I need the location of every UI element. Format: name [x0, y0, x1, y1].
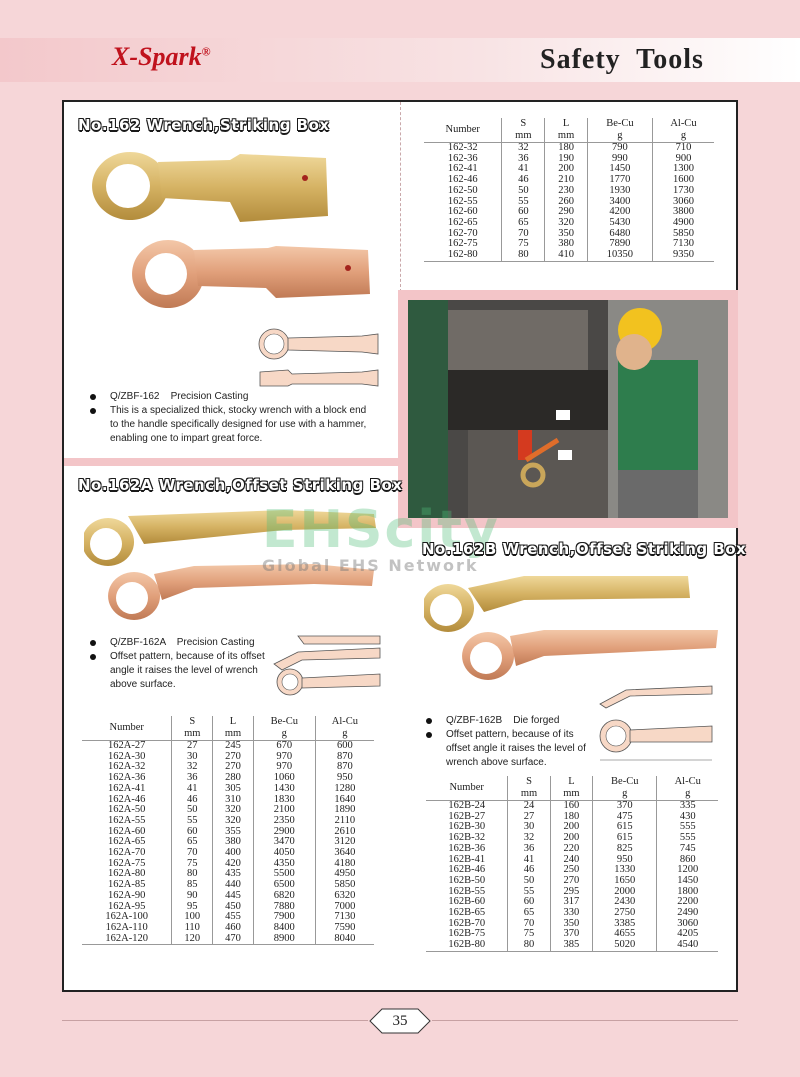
table-cell: 36 [508, 844, 550, 855]
column-header: Be-Cu g [593, 776, 657, 801]
table-cell: 5020 [593, 940, 657, 951]
table-row [426, 844, 718, 855]
table-cell: 6500 [253, 880, 315, 891]
desc-162B [424, 714, 594, 770]
table-cell: 1890 [315, 805, 374, 816]
table-cell: 50 [502, 186, 545, 197]
table-cell: 200 [550, 833, 592, 844]
bullet-dot-icon [90, 394, 96, 400]
table-cell: 1280 [315, 784, 374, 795]
table-cell: 162A-60 [108, 825, 146, 837]
table-cell: 162A-100 [105, 911, 148, 923]
desc-162A [88, 636, 270, 692]
column-header: L mm [545, 118, 588, 143]
table-cell: 1300 [652, 164, 714, 175]
table-cell: 3385 [593, 919, 657, 930]
table-cell: 950 [315, 773, 374, 784]
table-cell: 162B-60 [448, 896, 486, 908]
table-cell: 260 [545, 197, 588, 208]
column-header: S mm [508, 776, 550, 801]
table-cell: 310 [213, 795, 254, 806]
table-cell: 1060 [253, 773, 315, 784]
table-cell: 46 [508, 865, 550, 876]
table-cell: 36 [172, 773, 213, 784]
table-cell: 2100 [253, 805, 315, 816]
table-row [82, 891, 374, 902]
table-cell: 1200 [657, 865, 718, 876]
table-cell: 162B-50 [448, 874, 486, 886]
table-cell: 430 [657, 812, 718, 823]
table-cell: 162B-70 [448, 917, 486, 929]
table-cell: 455 [213, 912, 254, 923]
wrench-162-drawing [252, 326, 382, 396]
table-cell: 162A-120 [82, 934, 172, 945]
column-header: S mm [502, 118, 545, 143]
column-header: Be-Cu g [253, 716, 315, 741]
table-cell: 36 [502, 154, 545, 165]
table-cell: 615 [593, 822, 657, 833]
table-cell: 385 [550, 940, 592, 951]
bullet-dot-icon [426, 718, 432, 724]
table-cell: 162-46 [447, 174, 478, 186]
table-cell: 555 [657, 833, 718, 844]
table-cell: 4180 [315, 859, 374, 870]
table-cell: 162B-36 [448, 842, 486, 854]
table-cell: 60 [502, 207, 545, 218]
table-cell: 2750 [593, 908, 657, 919]
table-cell: 970 [253, 762, 315, 773]
table-cell: 8900 [253, 934, 315, 945]
table-cell: 1450 [657, 876, 718, 887]
table-cell: 85 [172, 880, 213, 891]
table-cell: 32 [508, 833, 550, 844]
table-cell: 860 [657, 855, 718, 866]
bullet-dot-icon [90, 640, 96, 646]
bullet-dot-icon [90, 654, 96, 660]
table-cell: 30 [508, 822, 550, 833]
table-cell: 32 [172, 762, 213, 773]
table-cell: 900 [652, 154, 714, 165]
table-cell: 320 [545, 218, 588, 229]
table-cell: 110 [172, 923, 213, 934]
section-title: Safety Tools [540, 44, 704, 75]
table-cell: 2350 [253, 816, 315, 827]
table-cell: 162A-90 [108, 889, 146, 901]
table-cell: 162A-46 [108, 793, 146, 805]
table-cell: 2110 [315, 816, 374, 827]
table-cell: 162A-80 [108, 868, 146, 880]
table-cell: 75 [172, 859, 213, 870]
table-cell: 555 [657, 822, 718, 833]
watermark-subtitle: Global EHS Network [262, 556, 479, 575]
table-cell: 162A-70 [108, 847, 146, 859]
table-cell: 305 [213, 784, 254, 795]
table-cell: 2000 [593, 887, 657, 898]
table-cell: 950 [593, 855, 657, 866]
table-cell: 7890 [587, 239, 652, 250]
table-cell: 1600 [652, 175, 714, 186]
bullet-162B-text: Offset pattern, because of its offset angle it raises the level of wrench above surface. [424, 728, 594, 770]
table-cell: 1730 [652, 186, 714, 197]
table-cell: 990 [587, 154, 652, 165]
table-cell: 162B-27 [448, 810, 486, 822]
table-cell: 80 [508, 940, 550, 951]
table-cell: 350 [545, 229, 588, 240]
table-cell: 6820 [253, 891, 315, 902]
table-cell: 75 [502, 239, 545, 250]
watermark: EHScity [262, 500, 500, 560]
table-cell: 162A-41 [108, 782, 146, 794]
table-cell: 162A-27 [108, 740, 146, 751]
table-cell: 162B-41 [448, 853, 486, 865]
table-cell: 245 [213, 741, 254, 752]
table-cell: 8400 [253, 923, 315, 934]
table-cell: 70 [508, 919, 550, 930]
table-cell: 65 [502, 218, 545, 229]
table-cell: 400 [213, 848, 254, 859]
table-cell: 2200 [657, 897, 718, 908]
table-cell: 670 [253, 741, 315, 752]
table-cell: 27 [508, 812, 550, 823]
table-cell: 3120 [315, 837, 374, 848]
table-cell: 2490 [657, 908, 718, 919]
table-cell: 1640 [315, 795, 374, 806]
bullet-162A-code: Q/ZBF-162A Precision Casting [88, 636, 270, 650]
table-cell: 317 [550, 897, 592, 908]
table-cell: 162B-32 [448, 832, 486, 844]
table-cell: 27 [172, 741, 213, 752]
table-cell: 3640 [315, 848, 374, 859]
table-cell: 60 [172, 827, 213, 838]
wrench-162-image [80, 138, 380, 318]
table-cell: 1800 [657, 887, 718, 898]
table-cell: 4540 [657, 940, 718, 951]
wrench-162B-image [424, 568, 724, 698]
table-cell: 250 [550, 865, 592, 876]
table-cell: 870 [315, 762, 374, 773]
table-cell: 320 [213, 816, 254, 827]
table-cell: 5430 [587, 218, 652, 229]
table-cell: 162A-55 [108, 814, 146, 826]
page-number: 35 [368, 1008, 432, 1034]
table-cell: 370 [550, 929, 592, 940]
column-header: Number [426, 776, 508, 801]
table-cell: 270 [550, 876, 592, 887]
table-cell: 70 [172, 848, 213, 859]
table-cell: 450 [213, 902, 254, 913]
table-cell: 55 [172, 816, 213, 827]
table-cell: 350 [550, 919, 592, 930]
table-cell: 162B-55 [448, 885, 486, 897]
table-cell: 4050 [253, 848, 315, 859]
table-cell: 4900 [652, 218, 714, 229]
table-cell: 60 [508, 897, 550, 908]
table-cell: 2900 [253, 827, 315, 838]
table-cell: 4950 [315, 869, 374, 880]
table-cell: 65 [172, 837, 213, 848]
bullet-162-text: This is a specialized thick, stocky wrench with a block end to the handle specifically designed for use with a hammer, enabling one to impart great force. [88, 404, 368, 446]
table-header-row [426, 776, 718, 801]
table-cell: 32 [502, 143, 545, 154]
table-cell: 75 [508, 929, 550, 940]
table-cell: 475 [593, 812, 657, 823]
table-cell: 162B-46 [448, 864, 486, 876]
table-cell: 320 [213, 805, 254, 816]
column-header: S mm [172, 716, 213, 741]
table-cell: 3800 [652, 207, 714, 218]
table-cell: 7590 [315, 923, 374, 934]
table-cell: 162B-24 [448, 800, 486, 811]
table-cell: 46 [172, 795, 213, 806]
table-cell: 435 [213, 869, 254, 880]
table-cell: 80 [172, 869, 213, 880]
table-cell: 162A-95 [108, 900, 146, 912]
table-cell: 2430 [593, 897, 657, 908]
table-cell: 190 [545, 154, 588, 165]
footer-rule-left [62, 1020, 368, 1021]
table-cell: 160 [550, 801, 592, 812]
column-header: Al-Cu g [315, 716, 374, 741]
table-cell: 162-32 [447, 142, 478, 153]
column-header: Be-Cu g [587, 118, 652, 143]
table-cell: 970 [253, 752, 315, 763]
table-cell: 1330 [593, 865, 657, 876]
table-cell: 162-75 [447, 238, 478, 250]
table-cell: 6320 [315, 891, 374, 902]
column-header: Number [82, 716, 172, 741]
table-cell: 2610 [315, 827, 374, 838]
table-cell: 55 [508, 887, 550, 898]
table-cell: 8040 [315, 934, 374, 945]
bullet-162-code: Q/ZBF-162 Precision Casting [88, 390, 368, 404]
table-cell: 9350 [652, 250, 714, 261]
table-cell: 120 [172, 934, 213, 945]
table-cell: 180 [550, 812, 592, 823]
table-cell: 4350 [253, 859, 315, 870]
table-cell: 162B-65 [448, 907, 486, 919]
table-cell: 162-36 [447, 152, 478, 164]
table-cell: 10350 [587, 250, 652, 261]
table-cell: 445 [213, 891, 254, 902]
table-cell: 1650 [593, 876, 657, 887]
table-cell: 1770 [587, 175, 652, 186]
table-cell: 162-41 [447, 163, 478, 175]
table-header-row [82, 716, 374, 741]
table-cell: 615 [593, 833, 657, 844]
table-cell: 100 [172, 912, 213, 923]
table-cell: 3060 [657, 919, 718, 930]
table-cell: 380 [545, 239, 588, 250]
table-cell: 3470 [253, 837, 315, 848]
table-cell: 46 [502, 175, 545, 186]
bullet-dot-icon [426, 732, 432, 738]
table-cell: 220 [550, 844, 592, 855]
table-cell: 55 [502, 197, 545, 208]
table-cell: 200 [545, 164, 588, 175]
table-cell: 410 [545, 250, 588, 261]
wrench-162A-drawing [268, 628, 384, 704]
table-cell: 3400 [587, 197, 652, 208]
table-cell: 70 [502, 229, 545, 240]
table-cell: 270 [213, 762, 254, 773]
table-cell: 1430 [253, 784, 315, 795]
brand-logo: X-Spark® [112, 42, 211, 71]
table-row [426, 940, 718, 951]
table-row [82, 784, 374, 795]
table-cell: 65 [508, 908, 550, 919]
table-cell: 1450 [587, 164, 652, 175]
table-cell: 24 [508, 801, 550, 812]
table-cell: 50 [508, 876, 550, 887]
table-cell: 5500 [253, 869, 315, 880]
table-cell: 162A-30 [108, 750, 146, 762]
table-cell: 162A-85 [108, 879, 146, 891]
table-cell: 162B-80 [426, 940, 508, 951]
column-header: L mm [213, 716, 254, 741]
table-cell: 162-65 [447, 216, 478, 228]
table-cell: 41 [502, 164, 545, 175]
footer-rule-right [432, 1020, 738, 1021]
table-cell: 200 [550, 822, 592, 833]
bullet-162A-text: Offset pattern, because of its offset angle it raises the level of wrench above surface. [88, 650, 270, 692]
worker-photo [408, 300, 728, 518]
table-cell: 370 [593, 801, 657, 812]
table-cell: 1830 [253, 795, 315, 806]
spec-table-162A [82, 716, 374, 945]
table-cell: 295 [550, 887, 592, 898]
table-cell: 355 [213, 827, 254, 838]
column-divider [400, 102, 401, 292]
table-cell: 30 [172, 752, 213, 763]
bullet-162B-code: Q/ZBF-162B Die forged [424, 714, 594, 728]
table-cell: 7130 [315, 912, 374, 923]
bullet-dot-icon [90, 408, 96, 414]
table-cell: 7130 [652, 239, 714, 250]
table-cell: 41 [508, 855, 550, 866]
table-cell: 162-55 [447, 195, 478, 207]
table-cell: 825 [593, 844, 657, 855]
table-row [424, 250, 714, 261]
table-cell: 210 [545, 175, 588, 186]
table-cell: 162-70 [447, 227, 478, 239]
table-cell: 162B-75 [448, 928, 486, 940]
table-cell: 162-60 [447, 206, 478, 218]
wrench-162B-drawing [586, 680, 718, 764]
table-cell: 230 [545, 186, 588, 197]
section-divider [64, 458, 398, 466]
title-162: No.162 Wrench,Striking Box [78, 116, 330, 134]
table-cell: 162B-30 [448, 821, 486, 833]
column-header: Number [424, 118, 502, 143]
table-cell: 440 [213, 880, 254, 891]
table-cell: 4200 [587, 207, 652, 218]
table-cell: 50 [172, 805, 213, 816]
table-cell: 4205 [657, 929, 718, 940]
table-cell: 420 [213, 859, 254, 870]
table-cell: 745 [657, 844, 718, 855]
table-cell: 280 [213, 773, 254, 784]
column-header: L mm [550, 776, 592, 801]
table-cell: 870 [315, 752, 374, 763]
table-cell: 1930 [587, 186, 652, 197]
table-cell: 5850 [315, 880, 374, 891]
table-cell: 7880 [253, 902, 315, 913]
table-cell: 162-50 [447, 184, 478, 196]
table-cell: 4655 [593, 929, 657, 940]
title-162A: No.162A Wrench,Offset Striking Box [78, 476, 403, 494]
desc-162 [88, 390, 368, 446]
table-cell: 270 [213, 752, 254, 763]
table-cell: 290 [545, 207, 588, 218]
table-cell: 335 [657, 801, 718, 812]
table-cell: 162A-32 [108, 761, 146, 773]
table-cell: 162A-110 [105, 921, 148, 933]
table-cell: 7000 [315, 902, 374, 913]
table-cell: 80 [502, 250, 545, 261]
table-cell: 460 [213, 923, 254, 934]
table-cell: 162A-50 [108, 804, 146, 816]
table-cell: 162A-65 [108, 836, 146, 848]
table-cell: 470 [213, 934, 254, 945]
spec-table-162B [426, 776, 718, 952]
table-cell: 600 [315, 741, 374, 752]
table-cell: 710 [652, 143, 714, 154]
table-cell: 162A-75 [108, 857, 146, 869]
table-cell: 162-80 [424, 250, 502, 261]
table-cell: 3060 [652, 197, 714, 208]
table-cell: 162A-36 [108, 772, 146, 784]
table-row [82, 934, 374, 945]
table-cell: 41 [172, 784, 213, 795]
title-162B: No.162B Wrench,Offset Striking Box [422, 540, 747, 558]
table-cell: 330 [550, 908, 592, 919]
table-cell: 6480 [587, 229, 652, 240]
table-cell: 180 [545, 143, 588, 154]
table-cell: 380 [213, 837, 254, 848]
table-row [424, 186, 714, 197]
column-header: Al-Cu g [657, 776, 718, 801]
table-cell: 5850 [652, 229, 714, 240]
table-header-row [424, 118, 714, 143]
table-cell: 95 [172, 902, 213, 913]
column-header: Al-Cu g [652, 118, 714, 143]
table-cell: 7900 [253, 912, 315, 923]
spec-table-162 [424, 118, 714, 262]
table-cell: 790 [587, 143, 652, 154]
table-cell: 90 [172, 891, 213, 902]
table-cell: 240 [550, 855, 592, 866]
